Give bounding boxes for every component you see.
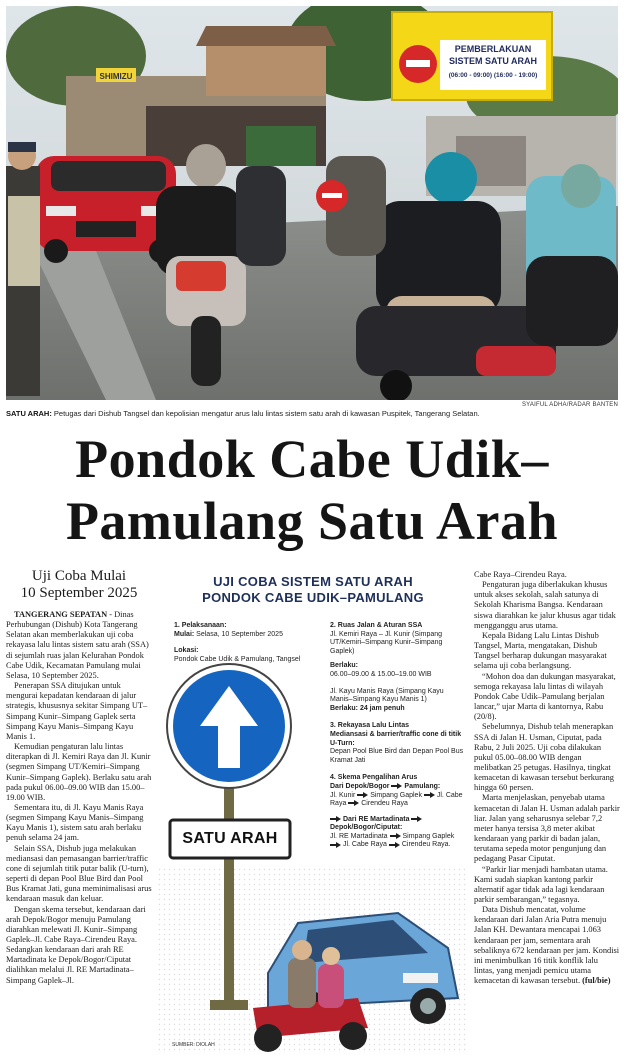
rekayasa-sub: Mediansasi & barrier/traffic cone di titik U-Turn: [330, 730, 462, 747]
left-column [6, 568, 152, 1053]
section-heading: 2. Ruas Jalan & Aturan SSA [330, 622, 423, 629]
section-heading: 4. Skema Pengalihan Arus [330, 774, 418, 782]
caption-text: Petugas dari Dishub Tangsel dan kepolisian mengatur arus lalu lintas sistem satu arah di kawasan Puspitek, Tangerang Selatan. [51, 409, 480, 418]
paragraph: “Parkir liar menjadi hambatan utama. Kami sudah siapkan kantong parkir alternatif agar tidak ada lagi kendaraan parkir sembarangan,” tegasnya. [474, 864, 608, 904]
infographic-title [158, 574, 468, 606]
police-officer [6, 142, 40, 396]
route-a-dest: Pamulang: [404, 782, 441, 790]
arrow-right-icon [330, 816, 341, 822]
route-step: Simpang Gaplek [402, 832, 455, 840]
arrow-right-icon [330, 842, 341, 848]
lokasi-value: Pondok Cabe Udik & Pamulang, Tangsel [174, 655, 301, 663]
right-column [474, 570, 620, 1053]
motorbike-rider-far-right [526, 164, 618, 346]
paragraph: Pengaturan juga diberlakukan khusus untuk akses sekolah, salah satunya di Sekolah Kharisma Bangsa. Kendaraan siswa diarahkan ke jalur khusus agar tidak mengganggu arus utama. [474, 580, 616, 630]
banner-hours: (06:00 - 09:00) (16:00 - 19:00) [448, 72, 538, 79]
infographic [158, 568, 468, 1054]
route-step: Simpang Gaplek [370, 791, 422, 799]
paragraph: Sementara itu, di Jl. Kayu Manis Raya (segmen Simpang Kayu Manis–Simpang Kayu Manis 1), sistem satu arah berlaku penuh selama 24 jam. [6, 802, 144, 843]
paragraph: Dengan skema tersebut, kendaraan dari arah Depok/Bogor menuju Pamulang diarahkan melewati Jl. Kunir–Simpang Gaplek–Jl. Cabe Raya–Cirendeu Raya. Sedangkan kendaraan dari arah RE Martadinata ke Depok/Bogor/Ciputat dialihkan melalui Jl. RE Martadinata–Simpang Gaplek–Jl. [6, 904, 146, 985]
paragraph [6, 610, 152, 681]
route-step: Jl. Kunir [330, 791, 356, 799]
paragraph-text: Data Dishub mencatat, volume kendaraan dari Jalan Aria Putra menuju Jalan KH. Dewantara mencapai 1.063 kendaraan per jam, sementara arah sebaliknya 672 kendaraan per jam. Kondisi ini menimbulkan 16 titik konflik lalu lintas, yang menjadi pemicu utama kemacetan di kawasan tersebut. [474, 905, 620, 986]
headline-line1: Pondok Cabe Udik– [75, 429, 549, 489]
shop-sign-text: SHIMIZU [99, 72, 133, 81]
lokasi-label: Lokasi: [174, 647, 199, 655]
caption-label: SATU ARAH: [6, 409, 52, 418]
paragraph: Kepala Bidang Lalu Lintas Dishub Tangsel, Marta, mengatakan, Dishub Tangsel berharap dukungan masyarakat selama uji coba berlangsung. [474, 630, 607, 671]
deck-line1: Uji Coba Mulai [31, 568, 127, 584]
banner-line2: SISTEM SATU ARAH [448, 56, 538, 66]
mulai-value: Selasa, 10 September 2025 [194, 630, 283, 638]
arrow-right-icon [424, 792, 435, 798]
ruas-text: Jl. Kemiri Raya – Jl. Kunir (Simpang UT/Kemiri–Simpang Kunir–Simpang Gaplek) [330, 630, 443, 655]
route-a-origin: Dari Depok/Bogor [330, 782, 390, 790]
paragraph: Penerapan SSA ditujukan untuk mengurai kepadatan kendaraan di jalur strategis, khususnya sekitar Simpang UT–Simpang Kunir–Simpang Gaplek serta Simpang Kayu Manis–Simpang Kayu Manis 1. [6, 681, 148, 741]
berlaku-label: Berlaku: [330, 662, 359, 670]
headline [0, 428, 624, 552]
mulai-label: Mulai: [174, 630, 195, 638]
infographic-title-line2: PONDOK CABE UDIK–PAMULANG [202, 590, 424, 605]
satu-arah-sign-text: SATU ARAH [182, 830, 278, 847]
infographic-title-line1: UJI COBA SISTEM SATU ARAH [213, 574, 413, 589]
route-step: Jl. Cabe Raya [330, 791, 463, 808]
photo-caption [6, 409, 480, 418]
article-body-right [474, 570, 620, 986]
route-b-origin: Dari RE Martadinata [342, 815, 410, 823]
news-photo [6, 6, 618, 400]
route-b-dest: Depok/Bogor/Ciputat: [330, 824, 403, 832]
arrow-right-icon [390, 833, 401, 839]
section-details [330, 622, 464, 850]
article-body-left [6, 610, 152, 986]
paragraph: Marta menjelaskan, penyebab utama kemacetan di Jalan H. Usman adalah parkir liar. Jalan yang seharusnya selebar 7,2 meter hanya tersisa 3,8 meter akibat kendaraan yang parkir di badan jalan, terutama sepeda motor pengunjung dan pedagang Pasar Ciputat. [474, 793, 620, 864]
paragraph: Kemudian pengaturan lalu lintas diterapkan di Jl. Kemiri Raya dan Jl. Kunir (segmen Simpang UT/Kemiri–Simpang Kunir–Simpang Gaplek). Berlaku satu arah pada pukul 06.00–09.00 WIB dan 15.00–19.00 WIB. [6, 742, 152, 802]
photo-credit: SYAIFUL ADHA/RADAR BANTEN [521, 402, 618, 408]
sign-off: (ful/bie) [582, 976, 611, 986]
paragraph-text: - Dinas Perhubungan (Dishub) Kota Tangerang Selatan akan memberlakukan uji coba rekayasa lalu lintas sistem satu arah (SSA) di sejumlah ruas jalan Kelurahan Pondok Cabe Udik, Kecamatan Pamulang mulai Selasa, 10 September 2025. [6, 610, 149, 680]
sign-pole [224, 764, 234, 1008]
arrow-right-icon [389, 842, 400, 848]
photo-caption-row [6, 402, 618, 418]
infographic-source: SUMBER: DIOLAH [172, 1042, 215, 1048]
paragraph [474, 905, 620, 986]
ruas-text-2: Jl. Kayu Manis Raya (Simpang Kayu Manis–Simpang Kayu Manis 1) [330, 687, 444, 704]
dateline: TANGERANG SEPATAN [14, 610, 108, 619]
paragraph: Sebelumnya, Dishub telah menerapkan SSA di Jalan H. Usman, Ciputat, pada Rabu, 2 Juli 2025. Uji coba dilakukan pukul 05.00–08.00 WIB dengan melibatkan 25 petugas. Hasilnya, tingkat kemacetan di kawasan tersebut berkurang hingga 60 persen. [474, 722, 614, 793]
arrow-right-icon [391, 783, 402, 789]
deck [6, 568, 152, 602]
deck-line2: 10 September 2025 [20, 585, 138, 601]
arrow-right-icon [357, 792, 368, 798]
route-step: Jl. RE Martadinata [330, 832, 388, 840]
route-step: Cirendeu Raya. [401, 841, 451, 849]
headline-line2: Pamulang Satu Arah [65, 491, 559, 551]
route-step: Jl. Cabe Raya [342, 841, 387, 849]
berlaku-value-2: Berlaku: 24 jam penuh [330, 704, 405, 712]
arrow-right-icon [348, 800, 359, 806]
red-car [36, 156, 176, 263]
berlaku-value: 06.00–09.00 & 15.00–19.00 WIB [330, 670, 432, 678]
section-pelaksanaan [174, 622, 324, 664]
paragraph: Selain SSA, Dishub juga melakukan mediansasi dan pemasangan barrier/traffic cone di sejumlah titik putar balik (U-turn), seperti di depan Pool Blue Bird dan Pool Bus Kramat Jati, guna meminimalisasi arus kendaraan masuk dan keluar. [6, 843, 152, 904]
paragraph: “Mohon doa dan dukungan masyarakat, semoga rekayasa lalu lintas di wilayah Pondok Cabe Udik–Pamulang berjalan lancar,” ujar Marta di kantornya, Rabu (20/8). [474, 671, 616, 722]
rekayasa-text: Depan Pool Blue Bird dan Depan Pool Bus Kramat Jati [330, 748, 464, 764]
traffic-banner [392, 12, 552, 100]
paragraph: Cabe Raya–Cirendeu Raya. [474, 570, 567, 579]
section-heading: 1. Pelaksanaan: [174, 622, 227, 629]
arrow-right-icon [411, 816, 422, 822]
route-step: Cirendeu Raya [361, 800, 408, 808]
section-heading: 3. Rekayasa Lalu Lintas [330, 722, 409, 730]
banner-line1: PEMBERLAKUAN [454, 44, 532, 54]
